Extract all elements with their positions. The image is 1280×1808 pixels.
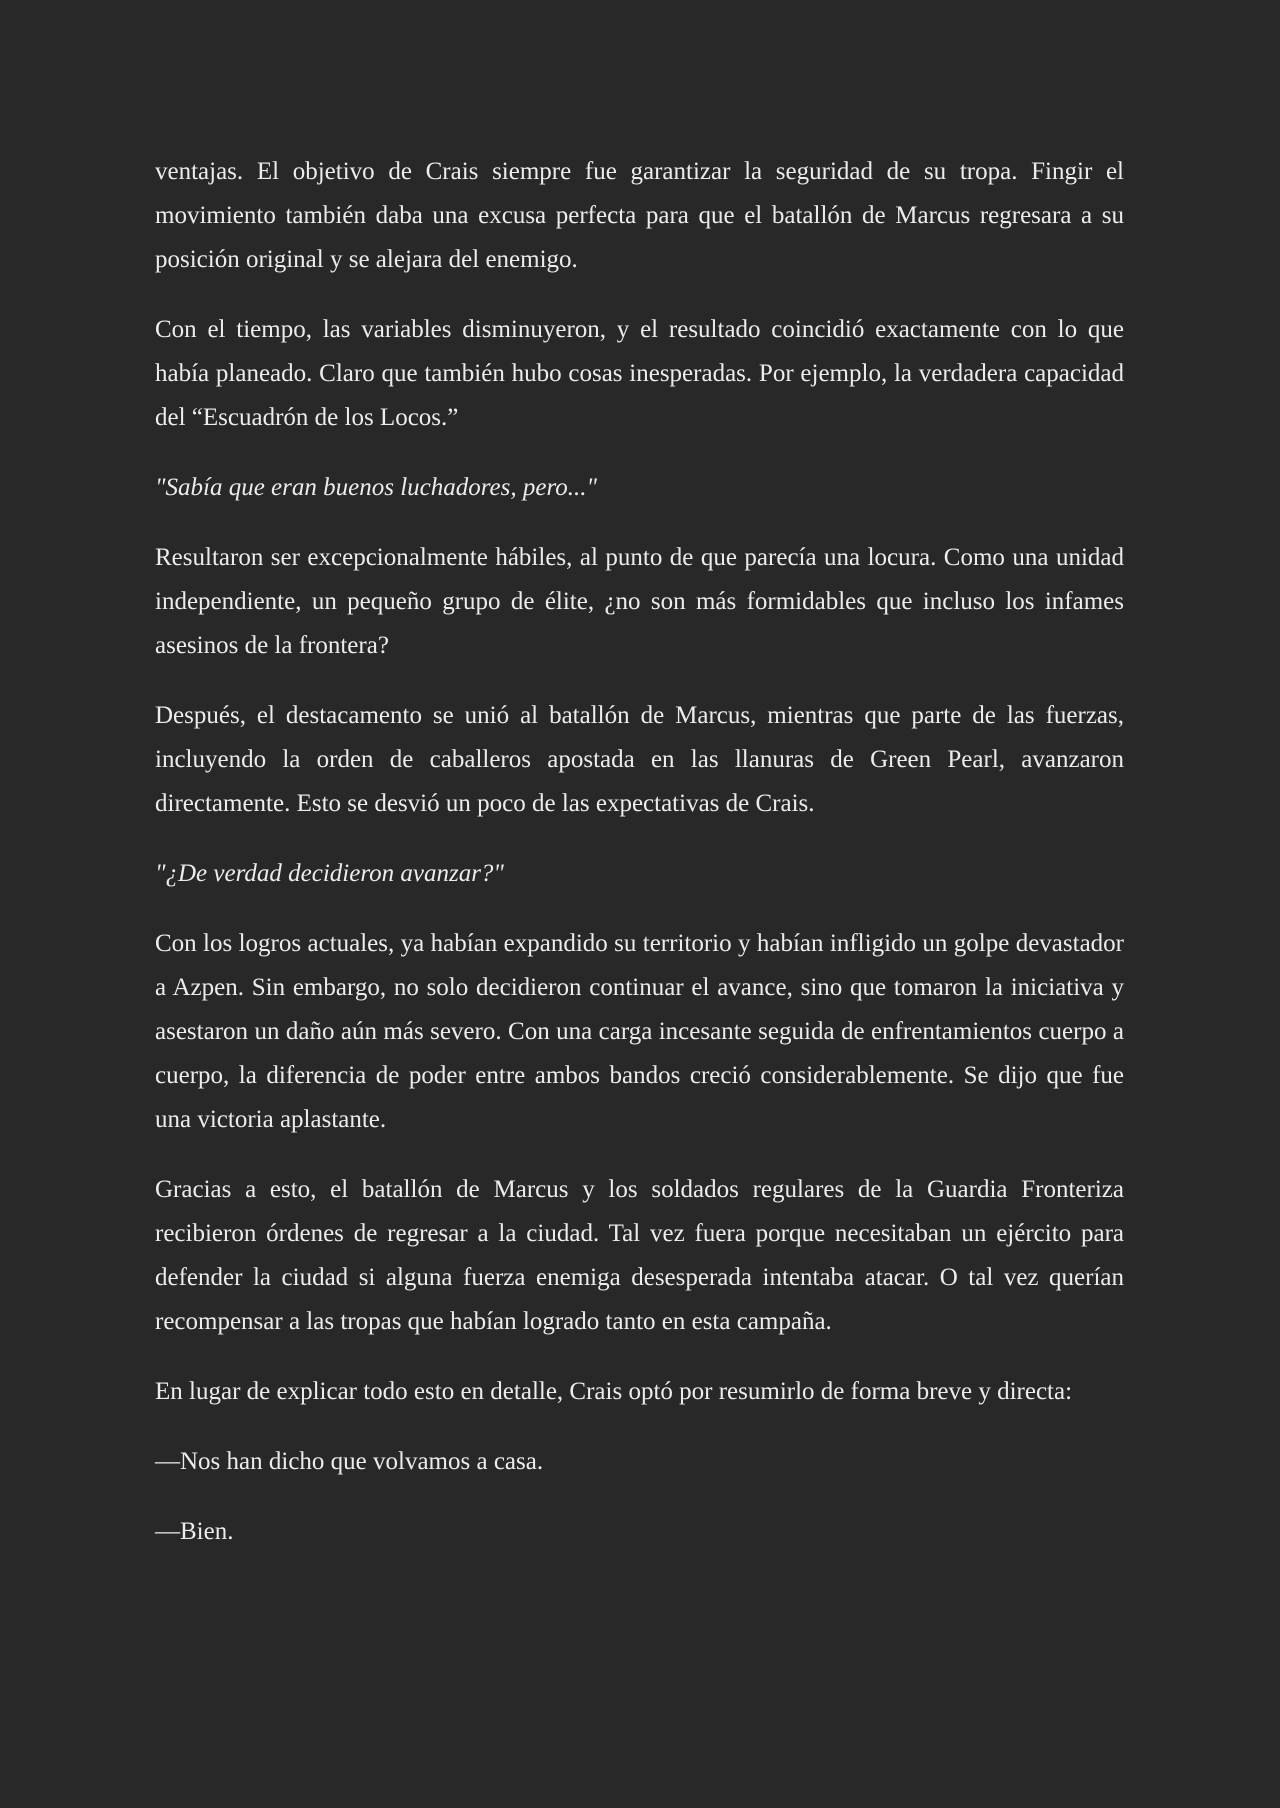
paragraph: Resultaron ser excepcionalmente hábiles, al punto de que parecía una locura. Como una unidad independiente, un pequeño grupo de élite, ¿no son más formidables que incluso los infames asesinos de la frontera? xyxy=(155,544,1124,659)
paragraph: ventajas. El objetivo de Crais siempre fue garantizar la seguridad de su tropa. Fingir el movimiento también daba una excusa perfecta para que el batallón de Marcus regresara a su posición original y se alejara del enemigo. xyxy=(155,158,1124,273)
italic-thought-paragraph: "¿De verdad decidieron avanzar?" xyxy=(155,860,504,887)
chapter-text xyxy=(155,150,1124,1580)
dialogue-paragraph: —Nos han dicho que volvamos a casa. xyxy=(155,1448,544,1475)
italic-thought-paragraph: "Sabía que eran buenos luchadores, pero..." xyxy=(155,474,598,501)
paragraph: Gracias a esto, el batallón de Marcus y los soldados regulares de la Guardia Fronteriza recibieron órdenes de regresar a la ciudad. Tal vez fuera porque necesitaban un ejército para defender la ciudad si alguna fuerza enemiga desesperada intentaba atacar. O tal vez querían recompensar a las tropas que habían logrado tanto en esta campaña. xyxy=(155,1176,1124,1335)
paragraph: Con los logros actuales, ya habían expandido su territorio y habían infligido un golpe devastador a Azpen. Sin embargo, no solo decidieron continuar el avance, sino que tomaron la iniciativa y asestaron un daño aún más severo. Con una carga incesante seguida de enfrentamientos cuerpo a cuerpo, la diferencia de poder entre ambos bandos creció considerablemente. Se dijo que fue una victoria aplastante. xyxy=(155,930,1124,1133)
paragraph: En lugar de explicar todo esto en detalle, Crais optó por resumirlo de forma breve y directa: xyxy=(155,1378,1073,1405)
dialogue-paragraph: —Bien. xyxy=(155,1518,234,1545)
paragraph: Con el tiempo, las variables disminuyeron, y el resultado coincidió exactamente con lo que había planeado. Claro que también hubo cosas inesperadas. Por ejemplo, la verdadera capacidad del “Escuadrón de los Locos.” xyxy=(155,316,1124,431)
paragraph: Después, el destacamento se unió al batallón de Marcus, mientras que parte de las fuerzas, incluyendo la orden de caballeros apostada en las llanuras de Green Pearl, avanzaron directamente. Esto se desvió un poco de las expectativas de Crais. xyxy=(155,702,1124,817)
